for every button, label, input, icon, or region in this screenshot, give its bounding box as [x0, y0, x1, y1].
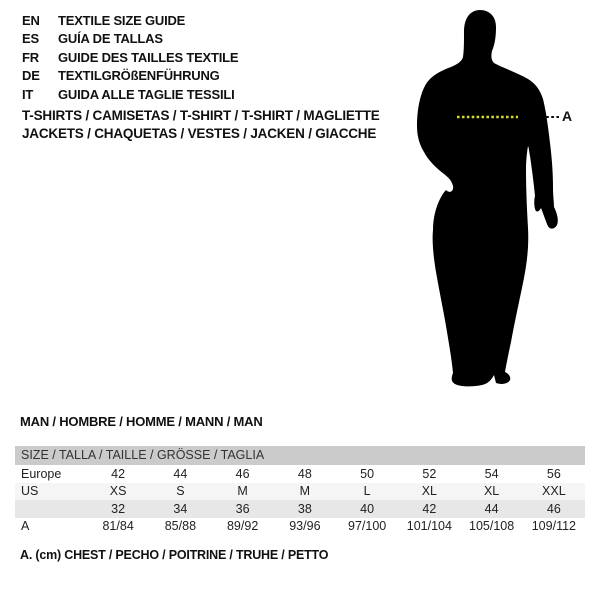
cell: 89/92: [226, 519, 259, 534]
table-row-europe: [15, 465, 585, 483]
row-label: A: [21, 519, 30, 534]
language-title-list: [22, 11, 238, 104]
lang-label: GUÍA DE TALLAS: [58, 31, 163, 47]
cell: S: [176, 484, 185, 499]
lang-row-it: [22, 85, 238, 104]
cell: L: [363, 484, 371, 499]
lang-code: EN: [22, 12, 40, 28]
table-row-us: [15, 483, 585, 501]
cell: 32: [111, 501, 126, 516]
lang-label: TEXTILGRÖßENFÜHRUNG: [58, 68, 220, 84]
man-silhouette-figure: [388, 0, 588, 410]
cell: XS: [109, 484, 127, 499]
lang-code: ES: [22, 31, 39, 47]
lang-label: TEXTILE SIZE GUIDE: [58, 12, 186, 28]
category-lines: [22, 107, 380, 142]
size-table: [15, 446, 585, 535]
cell: 38: [297, 501, 312, 516]
lang-code: IT: [22, 86, 34, 102]
cell: 46: [235, 466, 250, 481]
cell: M: [299, 484, 311, 499]
table-row-chest-a: [15, 518, 585, 536]
measurement-footnote: A. (cm) CHEST / PECHO / POITRINE / TRUHE / PETTO: [20, 548, 329, 562]
section-title-man: MAN / HOMBRE / HOMME / MANN / MAN: [20, 414, 263, 429]
cell: 56: [546, 466, 561, 481]
cell: 40: [360, 501, 375, 516]
lang-row-en: [22, 11, 238, 30]
cell: 97/100: [348, 519, 387, 534]
cell: 42: [422, 501, 437, 516]
table-row-numeric: [15, 500, 585, 518]
cell: XL: [421, 484, 438, 499]
measurement-label-a: A: [562, 108, 573, 124]
cell: 85/88: [164, 519, 197, 534]
cell: 34: [173, 501, 188, 516]
cell: 42: [111, 466, 126, 481]
cell: 36: [235, 501, 250, 516]
cell: 52: [422, 466, 437, 481]
cell: 44: [173, 466, 188, 481]
lang-row-es: [22, 30, 238, 49]
cell: 93/96: [289, 519, 321, 534]
cell: 44: [484, 501, 499, 516]
cell: 105/108: [469, 519, 515, 534]
lang-label: GUIDE DES TAILLES TEXTILE: [58, 49, 239, 65]
cell: 81/84: [102, 519, 134, 534]
lang-code: DE: [22, 68, 40, 84]
row-label: Europe: [21, 466, 62, 481]
lang-row-fr: [22, 48, 238, 67]
cell: 50: [360, 466, 375, 481]
cell: M: [237, 484, 248, 499]
man-silhouette: [417, 10, 558, 386]
cell: XL: [483, 484, 500, 499]
lang-code: FR: [22, 49, 39, 65]
lang-row-de: [22, 67, 238, 86]
size-table-header: SIZE / TALLA / TAILLE / GRÖSSE / TAGLIA: [15, 446, 585, 465]
category-tshirts: T-SHIRTS / CAMISETAS / T-SHIRT / T-SHIRT / MAGLIETTE: [22, 108, 380, 123]
category-jackets: JACKETS / CHAQUETAS / VESTES / JACKEN / GIACCHE: [22, 125, 377, 141]
cell: XXL: [542, 484, 566, 499]
cell: 46: [546, 501, 561, 516]
cell: 48: [297, 466, 312, 481]
row-label: US: [21, 484, 39, 499]
cell: 109/112: [531, 519, 576, 534]
cell: 101/104: [406, 519, 452, 534]
cell: 54: [484, 466, 499, 481]
lang-label: GUIDA ALLE TAGLIE TESSILI: [58, 86, 235, 102]
